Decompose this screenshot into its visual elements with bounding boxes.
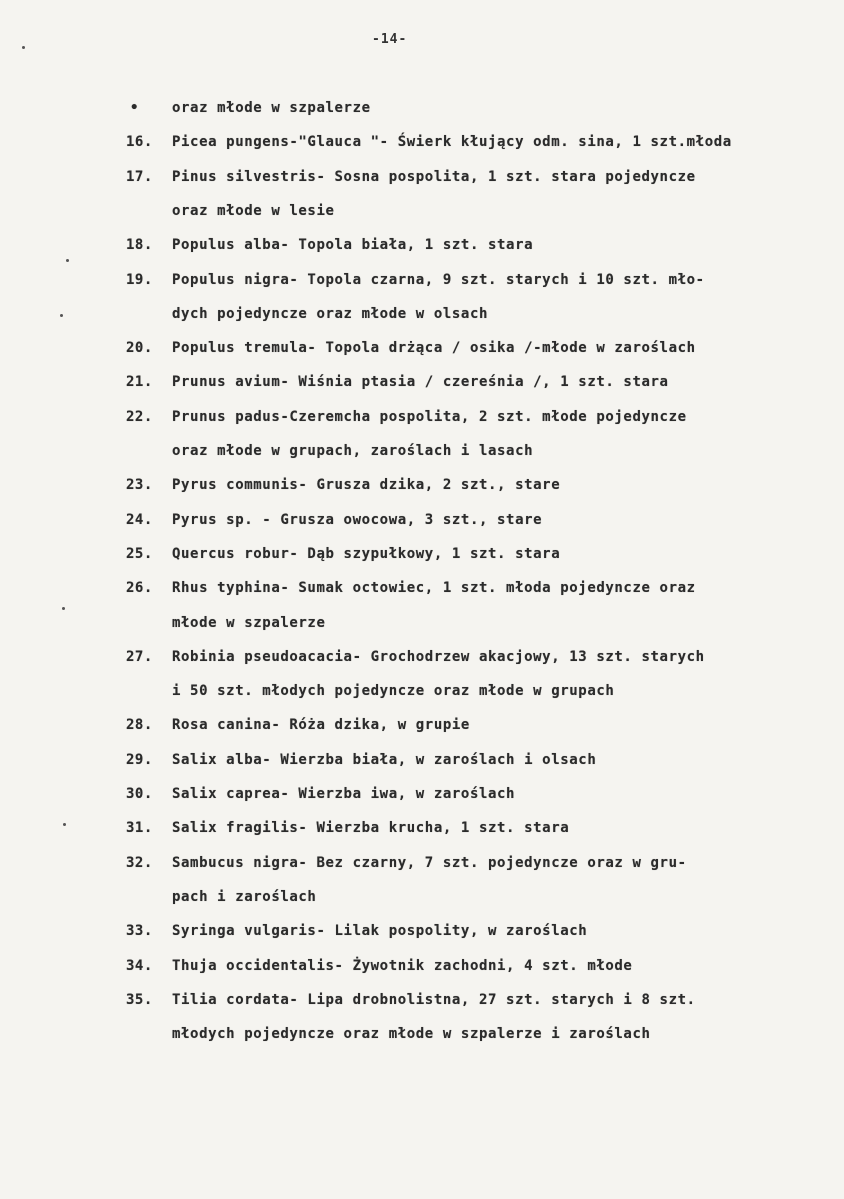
scan-speck (60, 314, 63, 317)
item-text-line: Rhus typhina- Sumak octowiec, 1 szt. młoda pojedyncze oraz (172, 580, 696, 597)
item-text-line: Salix alba- Wierzba biała, w zaroślach i olsach (172, 751, 597, 768)
scan-speck (62, 607, 65, 610)
item-text-line: Salix fragilis- Wierzba krucha, 1 szt. stara (172, 820, 570, 837)
item-text-line: Quercus robur- Dąb szypułkowy, 1 szt. stara (172, 545, 561, 562)
item-number: 29. (126, 751, 153, 768)
item-number: • (130, 100, 139, 116)
item-text-line: Populus tremula- Topola drżąca / osika /-młode w zaroślach (172, 340, 696, 357)
scan-speck (22, 46, 25, 49)
item-text-line: Prunus padus-Czeremcha pospolita, 2 szt. młode pojedyncze (172, 408, 687, 425)
page-number: -14- (372, 32, 408, 47)
item-text-line: pach i zaroślach (172, 888, 317, 905)
item-number: 26. (126, 580, 153, 597)
item-text-line: Rosa canina- Róża dzika, w grupie (172, 717, 470, 734)
item-text-line: Thuja occidentalis- Żywotnik zachodni, 4 szt. młode (172, 957, 633, 974)
item-number: 16. (126, 134, 153, 151)
item-number: 17. (126, 168, 153, 185)
item-number: 31. (126, 820, 153, 837)
item-text-line: młode w szpalerze (172, 614, 326, 631)
item-text-line: Syringa vulgaris- Lilak pospolity, w zaroślach (172, 923, 588, 940)
item-text-line: Pyrus sp. - Grusza owocowa, 3 szt., stare (172, 511, 543, 528)
item-number: 18. (126, 237, 153, 254)
item-number: 35. (126, 991, 153, 1008)
item-text-line: Populus nigra- Topola czarna, 9 szt. starych i 10 szt. mło- (172, 271, 705, 288)
item-text-line: Prunus avium- Wiśnia ptasia / czereśnia /, 1 szt. stara (172, 374, 669, 391)
item-text-line: Tilia cordata- Lipa drobnolistna, 27 szt. starych i 8 szt. (172, 991, 696, 1008)
item-number: 24. (126, 511, 153, 528)
item-number: 22. (126, 408, 153, 425)
item-text-line: Populus alba- Topola biała, 1 szt. stara (172, 237, 534, 254)
item-number: 30. (126, 786, 153, 802)
item-number: 23. (126, 477, 153, 494)
item-text-line: oraz młode w szpalerze (172, 100, 371, 116)
item-number: 21. (126, 374, 153, 391)
scan-speck (66, 259, 69, 262)
item-text-line: młodych pojedyncze oraz młode w szpalerze i zaroślach (172, 1026, 651, 1043)
item-text-line: Robinia pseudoacacia- Grochodrzew akacjowy, 13 szt. starych (172, 648, 705, 665)
item-text-line: oraz młode w grupach, zaroślach i lasach (172, 443, 534, 459)
item-number: 25. (126, 545, 153, 562)
item-number: 33. (126, 923, 153, 940)
item-number: 28. (126, 717, 153, 734)
item-number: 34. (126, 957, 153, 974)
item-text-line: Pinus silvestris- Sosna pospolita, 1 szt. stara pojedyncze (172, 168, 696, 185)
item-text-line: i 50 szt. młodych pojedyncze oraz młode w grupach (172, 683, 615, 700)
item-text-line: dych pojedyncze oraz młode w olsach (172, 305, 489, 322)
item-number: 20. (126, 340, 153, 357)
item-text-line: Picea pungens-"Glauca "- Świerk kłujący odm. sina, 1 szt.młoda (172, 134, 732, 151)
scan-speck (63, 823, 66, 826)
item-text-line: Sambucus nigra- Bez czarny, 7 szt. pojedyncze oraz w gru- (172, 854, 687, 871)
item-text-line: oraz młode w lesie (172, 202, 335, 219)
item-number: 27. (126, 648, 153, 665)
item-number: 19. (126, 271, 153, 288)
item-text-line: Pyrus communis- Grusza dzika, 2 szt., stare (172, 477, 561, 494)
item-text-line: Salix caprea- Wierzba iwa, w zaroślach (172, 786, 516, 802)
item-number: 32. (126, 854, 153, 871)
